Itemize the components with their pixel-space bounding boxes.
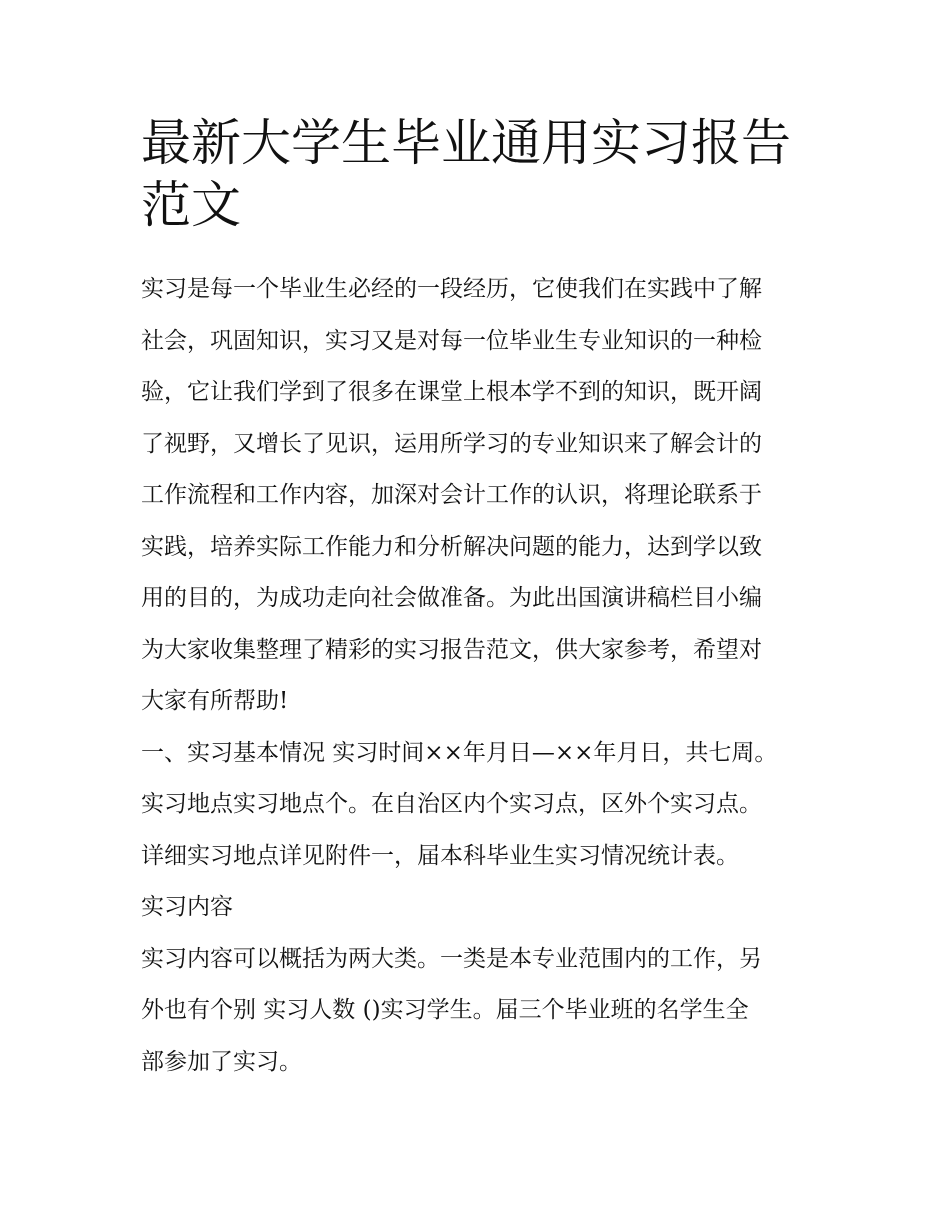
text-line: 大家有所帮助! (141, 688, 289, 714)
text-line: 部参加了实习。 (141, 1048, 302, 1075)
section-heading (141, 882, 813, 934)
text-line: 工作流程和工作内容，加深对会计工作的认识，将理论联系于 (141, 482, 762, 508)
intro-paragraph (141, 264, 813, 728)
text-line: 社会，巩固知识，实习又是对每一位毕业生专业知识的一种检 (141, 327, 762, 354)
text-line: 验，它让我们学到了很多在课堂上根本学不到的知识，既开阔 (141, 379, 762, 405)
text-line: 为大家收集整理了精彩的实习报告范文，供大家参考，希望对 (141, 636, 762, 663)
text-line: 详细实习地点详见附件一，届本科毕业生实习情况统计表。 (141, 842, 739, 869)
content-paragraph (141, 934, 813, 1089)
text-line: 了视野，又增长了见识，运用所学习的专业知识来了解会计的 (141, 430, 762, 457)
text-line: 用的目的，为成功走向社会做准备。为此出国演讲稿栏目小编 (141, 585, 762, 611)
text-line: 实习是每一个毕业生必经的一段经历，它使我们在实践中了解 (141, 276, 762, 302)
text-line: 实习地点实习地点个。在自治区内个实习点，区外个实习点。 (141, 791, 762, 817)
text-line: 外也有个别 实习人数 ()实习学生。届三个毕业班的名学生全 (141, 997, 749, 1023)
document-title (141, 112, 813, 236)
text-line: 实习内容可以概括为两大类。一类是本专业范围内的工作，另 (141, 945, 762, 972)
title-line: 范文 (141, 176, 241, 234)
document-page (141, 112, 813, 1088)
text-line: 实践，培养实际工作能力和分析解决问题的能力，达到学以致 (141, 533, 762, 560)
heading-line: 实习内容 (141, 894, 233, 920)
title-line: 最新大学生毕业通用实习报告 (141, 114, 791, 172)
basic-info-paragraph (141, 728, 813, 883)
text-line: 一、实习基本情况 实习时间××年月日—××年月日，共七周。 (141, 739, 778, 766)
